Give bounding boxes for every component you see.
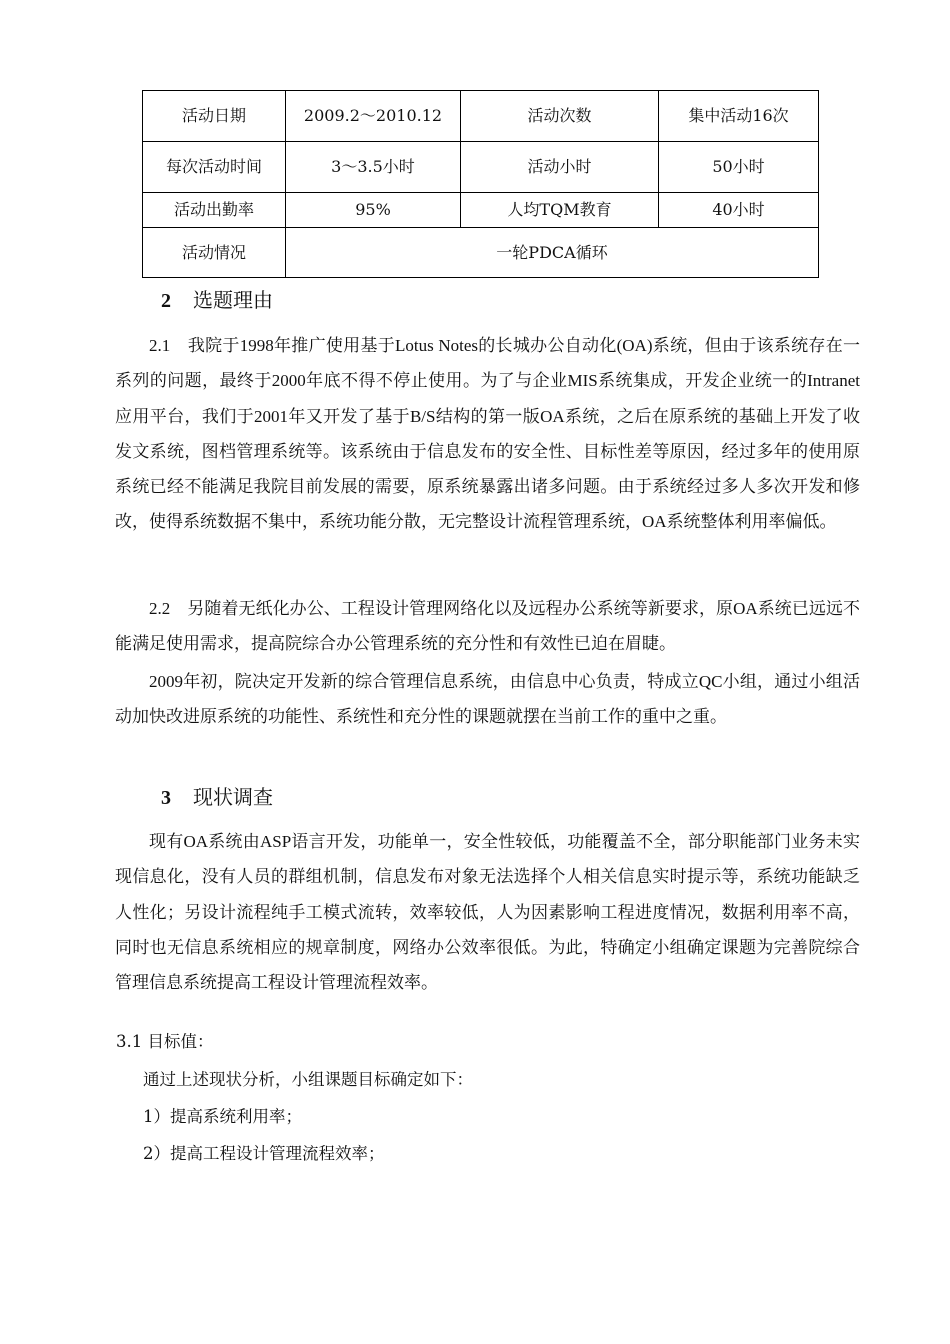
goal-intro: 通过上述现状分析，小组课题目标确定如下： — [143, 1070, 473, 1089]
table-cell: 活动次数 — [461, 91, 659, 142]
table-row — [143, 91, 819, 142]
section-title: 选题理由 — [193, 288, 273, 312]
table-cell: 3～3.5小时 — [286, 142, 461, 193]
list-item: 1）提高系统利用率； — [143, 1107, 302, 1126]
section-2-paragraph-1: 2.1 我院于1998年推广使用基于Lotus Notes的长城办公自动化(OA)系统，但由于该系统存在一系列的问题，最终于2000年底不得不停止使用。为了与企业MIS系统集成，开发企业统一的Intranet应用平台，我们于2001年又开发了基于B/S结构的第一版OA系统，之后在原系统的基础上开发了收发文系统，图档管理系统等。该系统由于信息发布的安全性、目标性差等原因，经过多年的使用原系统已经不能满足我院目前发展的需要，原系统暴露出诸多问题。由于系统经过多人多次开发和修改，使得系统数据不集中，系统功能分散，无完整设计流程管理系统，OA系统整体利用率偏低。 — [115, 336, 860, 532]
table-cell: 活动日期 — [143, 91, 286, 142]
table-cell: 40小时 — [659, 193, 819, 228]
subsection-3-1-heading: 3.1 目标值： — [116, 1032, 214, 1051]
table-cell: 集中活动16次 — [659, 91, 819, 142]
activity-info-table — [142, 90, 819, 278]
table-row — [143, 193, 819, 228]
table-row — [143, 142, 819, 193]
table-cell: 2009.2～2010.12 — [286, 91, 461, 142]
section-3-paragraph-1: 现有OA系统由ASP语言开发，功能单一，安全性较低，功能覆盖不全，部分职能部门业务未实现信息化，没有人员的群组机制，信息发布对象无法选择个人相关信息实时提示等，系统功能缺乏人性化；另设计流程纯手工模式流转，效率较低，人为因素影响工程进度情况，数据利用率不高，同时也无信息系统相应的规章制度，网络办公效率很低。为此，特确定小组确定课题为完善院综合管理信息系统提高工程设计管理流程效率。 — [115, 832, 860, 993]
table-cell: 活动小时 — [461, 142, 659, 193]
section-2-paragraph-3: 2009年初，院决定开发新的综合管理信息系统，由信息中心负责，特成立QC小组，通过小组活动加快改进原系统的功能性、系统性和充分性的课题就摆在当前工作的重中之重。 — [115, 672, 860, 727]
section-3-heading — [161, 783, 273, 812]
table-row — [143, 228, 819, 278]
section-2-heading — [161, 286, 273, 315]
table-cell: 50小时 — [659, 142, 819, 193]
table-cell: 一轮PDCA循环 — [286, 228, 819, 278]
table-cell: 95% — [286, 193, 461, 228]
section-number: 3 — [161, 787, 171, 809]
section-2-paragraph-2: 2.2 另随着无纸化办公、工程设计管理网络化以及远程办公系统等新要求，原OA系统已远远不能满足使用需求，提高院综合办公管理系统的充分性和有效性已迫在眉睫。 — [115, 599, 860, 654]
table-cell: 活动情况 — [143, 228, 286, 278]
table-cell: 活动出勤率 — [143, 193, 286, 228]
table-cell: 人均TQM教育 — [461, 193, 659, 228]
section-number: 2 — [161, 290, 171, 312]
section-title: 现状调查 — [193, 785, 273, 809]
list-item: 2）提高工程设计管理流程效率； — [143, 1144, 385, 1163]
table-cell: 每次活动时间 — [143, 142, 286, 193]
